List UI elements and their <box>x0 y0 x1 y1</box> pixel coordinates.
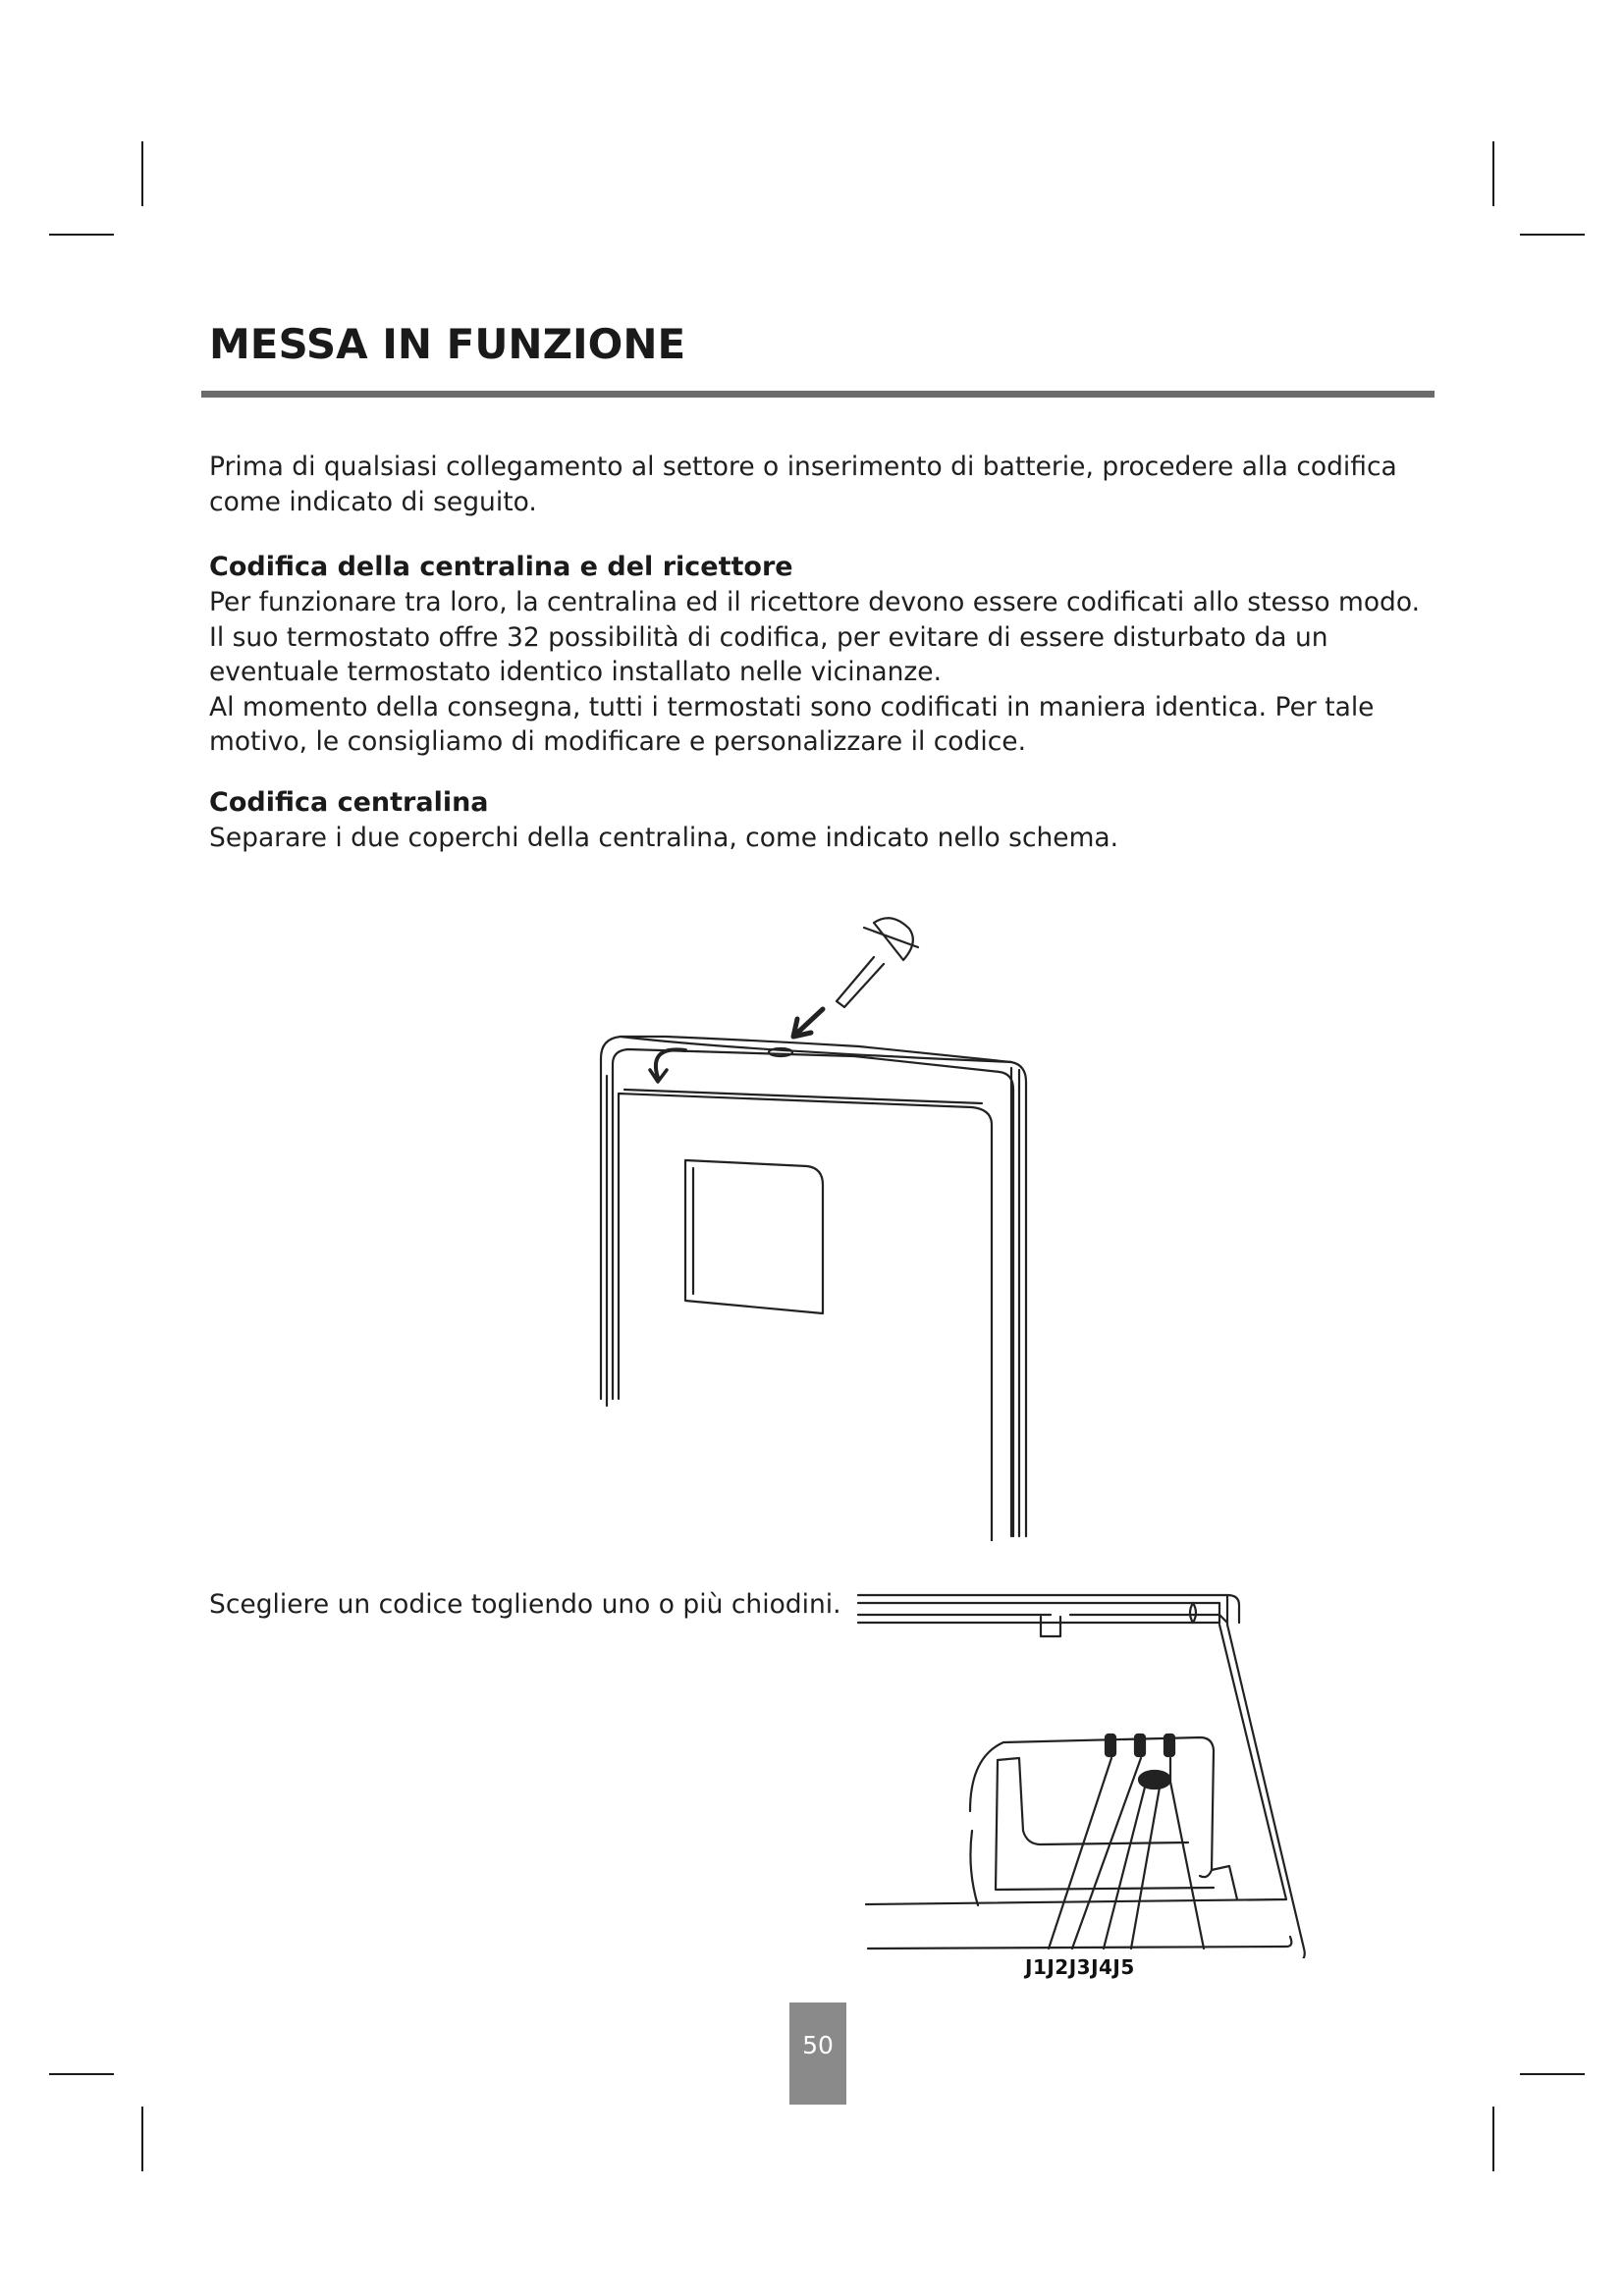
page-number-text: 50 <box>802 2031 834 2059</box>
intro-paragraph: Prima di qualsiasi collegamento al settore o inserimento di batterie, procedere alla codifica come indicato di seguito. <box>209 452 1397 517</box>
crop-mark <box>1492 141 1494 206</box>
page-number <box>789 2002 846 2105</box>
crop-mark <box>1520 234 1585 236</box>
pin-socket <box>1139 1771 1170 1789</box>
pin-jumpers <box>1106 1735 1174 1756</box>
title-rule <box>201 391 1435 398</box>
control-unit-illustration <box>579 903 1031 1541</box>
crop-mark <box>141 2107 143 2171</box>
section-body-coding <box>209 585 1427 760</box>
crop-mark <box>1492 2107 1494 2171</box>
section-body-control-unit: Separare i due coperchi della centralina, come indicato nello schema. <box>209 823 1119 853</box>
rotate-arrow-icon <box>656 1049 685 1078</box>
pins-diagram <box>854 1575 1326 1958</box>
coding-paragraph: Al momento della consegna, tutti i termostati sono codificati in maniera identica. Per tale motivo, le consigliamo di modificare e personalizzare il codice. <box>209 691 1375 757</box>
arrow-icon <box>793 1009 823 1037</box>
crop-mark <box>141 141 143 206</box>
pins-instruction: Scegliere un codice togliendo uno o più chiodini. <box>209 1589 841 1620</box>
page-title: MESSA IN FUNZIONE <box>209 320 686 368</box>
coding-paragraph: Per funzionare tra loro, la centralina ed il ricettore devono essere codificati allo stesso modo. Il suo termostato offre 32 possibilità di codifica, per evitare di essere disturbato da un eventuale termostato identico installato nelle vicinanze. <box>209 587 1421 687</box>
section-heading-control-unit: Codifica centralina <box>209 787 489 818</box>
crop-mark <box>49 2073 114 2075</box>
pins-label: J1J2J3J4J5 <box>1025 1955 1135 1979</box>
screwdriver-icon <box>864 918 918 960</box>
crop-mark <box>1520 2073 1585 2075</box>
crop-mark <box>49 234 114 236</box>
section-heading-coding: Codifica della centralina e del ricettore <box>209 552 793 582</box>
